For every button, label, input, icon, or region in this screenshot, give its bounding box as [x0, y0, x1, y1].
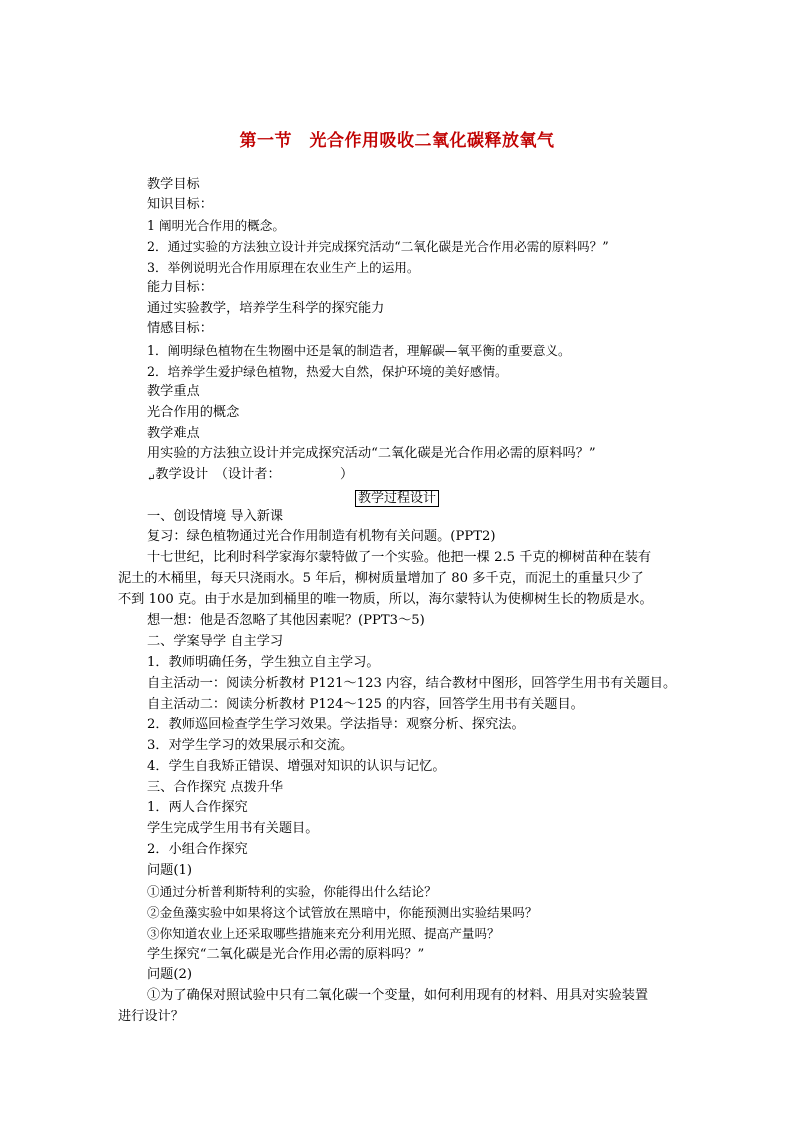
- section3-item: 2．小组合作探究: [147, 842, 248, 857]
- key-points-text: 光合作用的概念: [147, 405, 240, 420]
- section2-item: 4．学生自我矫正错误、增强对知识的认识与记忆。: [147, 759, 446, 774]
- section2-item: 2．教师巡回检查学生学习效果。学法指导：观察分析、探究法。: [147, 717, 525, 732]
- section3-item: ①通过分析普利斯特利的实验，你能得出什么结论？: [147, 884, 437, 899]
- section3-item: 问题(2): [147, 967, 193, 982]
- section2-item: 自主活动二：阅读分析教材 P124～125 的内容，回答学生用书有关题目。: [147, 697, 584, 712]
- knowledge-item: 3．举例说明光合作用原理在农业生产上的运用。: [147, 260, 420, 275]
- process-title-box: [0, 487, 794, 507]
- document-title: 第一节 光合作用吸收二氧化碳释放氧气: [239, 131, 555, 151]
- section3-para-line: 进行设计？: [118, 1009, 184, 1024]
- knowledge-item: 2．通过实验的方法独立设计并完成探究活动“二氧化碳是光合作用必需的原料吗？”: [147, 239, 609, 254]
- difficulties-text: 用实验的方法独立设计并完成探究活动“二氧化碳是光合作用必需的原料吗？”: [147, 446, 596, 461]
- section3-item: ③你知道农业上还采取哪些措施来充分利用光照、提高产量吗？: [147, 926, 500, 941]
- ability-text: 通过实验教学，培养学生科学的探究能力: [147, 301, 385, 316]
- section3-para-line: ①为了确保对照试验中只有二氧化碳一个变量，如何利用现有的材料、用具对实验装置: [147, 988, 649, 1003]
- ability-heading: 能力目标：: [147, 280, 213, 295]
- process-title: 教学过程设计: [355, 490, 439, 507]
- section3-item: 学生完成学生用书有关题目。: [147, 821, 319, 836]
- story-line: 十七世纪，比利时科学家海尔蒙特做了一个实验。他把一棵 2.5 千克的柳树苗种在装有: [147, 550, 652, 565]
- section2-item: 自主活动一：阅读分析教材 P121～123 内容，结合教材中图形，回答学生用书有关题目。: [147, 676, 677, 691]
- section3-item: ②金鱼藻实验中如果将这个试管放在黑暗中，你能预测出实验结果吗？: [147, 905, 538, 920]
- knowledge-heading: 知识目标：: [147, 197, 213, 212]
- emotion-item: 1．阐明绿色植物在生物圈中还是氧的制造者，理解碳—氧平衡的重要意义。: [147, 343, 571, 358]
- difficulties-heading: 教学难点: [147, 426, 200, 441]
- design-label: 教学设计 （设计者： ）: [155, 467, 354, 482]
- section3-item: 问题(1): [147, 863, 193, 878]
- section3-heading: 三、合作探究 点拨升华: [147, 780, 284, 795]
- section2-heading: 二、学案导学 自主学习: [147, 634, 284, 649]
- key-points-heading: 教学重点: [147, 384, 200, 399]
- paragraph-mark-icon: ↵: [147, 473, 156, 484]
- story-line: 不到 100 克。由于水是加到桶里的唯一物质，所以，海尔蒙特认为使柳树生长的物质是水。: [118, 592, 653, 607]
- design-line: [147, 466, 353, 484]
- section2-item: 1．教师明确任务，学生独立自主学习。: [147, 655, 380, 670]
- emotion-heading: 情感目标：: [147, 321, 213, 336]
- section2-item: 3．对学生学习的效果展示和交流。: [147, 738, 354, 753]
- think-line: 想一想：他是否忽略了其他因素呢？(PPT3～5): [147, 613, 425, 628]
- section3-item: 学生探究“二氧化碳是光合作用必需的原料吗？”: [147, 947, 425, 962]
- objectives-heading: 教学目标: [147, 177, 200, 192]
- story-line: 泥土的木桶里，每天只浇雨水。5 年后，柳树质量增加了 80 多千克，而泥土的重量只少了: [118, 571, 644, 586]
- emotion-item: 2．培养学生爱护绿色植物，热爱大自然，保护环境的美好感情。: [147, 364, 508, 379]
- review-line: 复习：绿色植物通过光合作用制造有机物有关问题。(PPT2): [147, 529, 496, 544]
- section1-heading: 一、创设情境 导入新课: [147, 509, 284, 524]
- knowledge-item: 1 阐明光合作用的概念。: [147, 218, 285, 233]
- section3-item: 1．两人合作探究: [147, 800, 248, 815]
